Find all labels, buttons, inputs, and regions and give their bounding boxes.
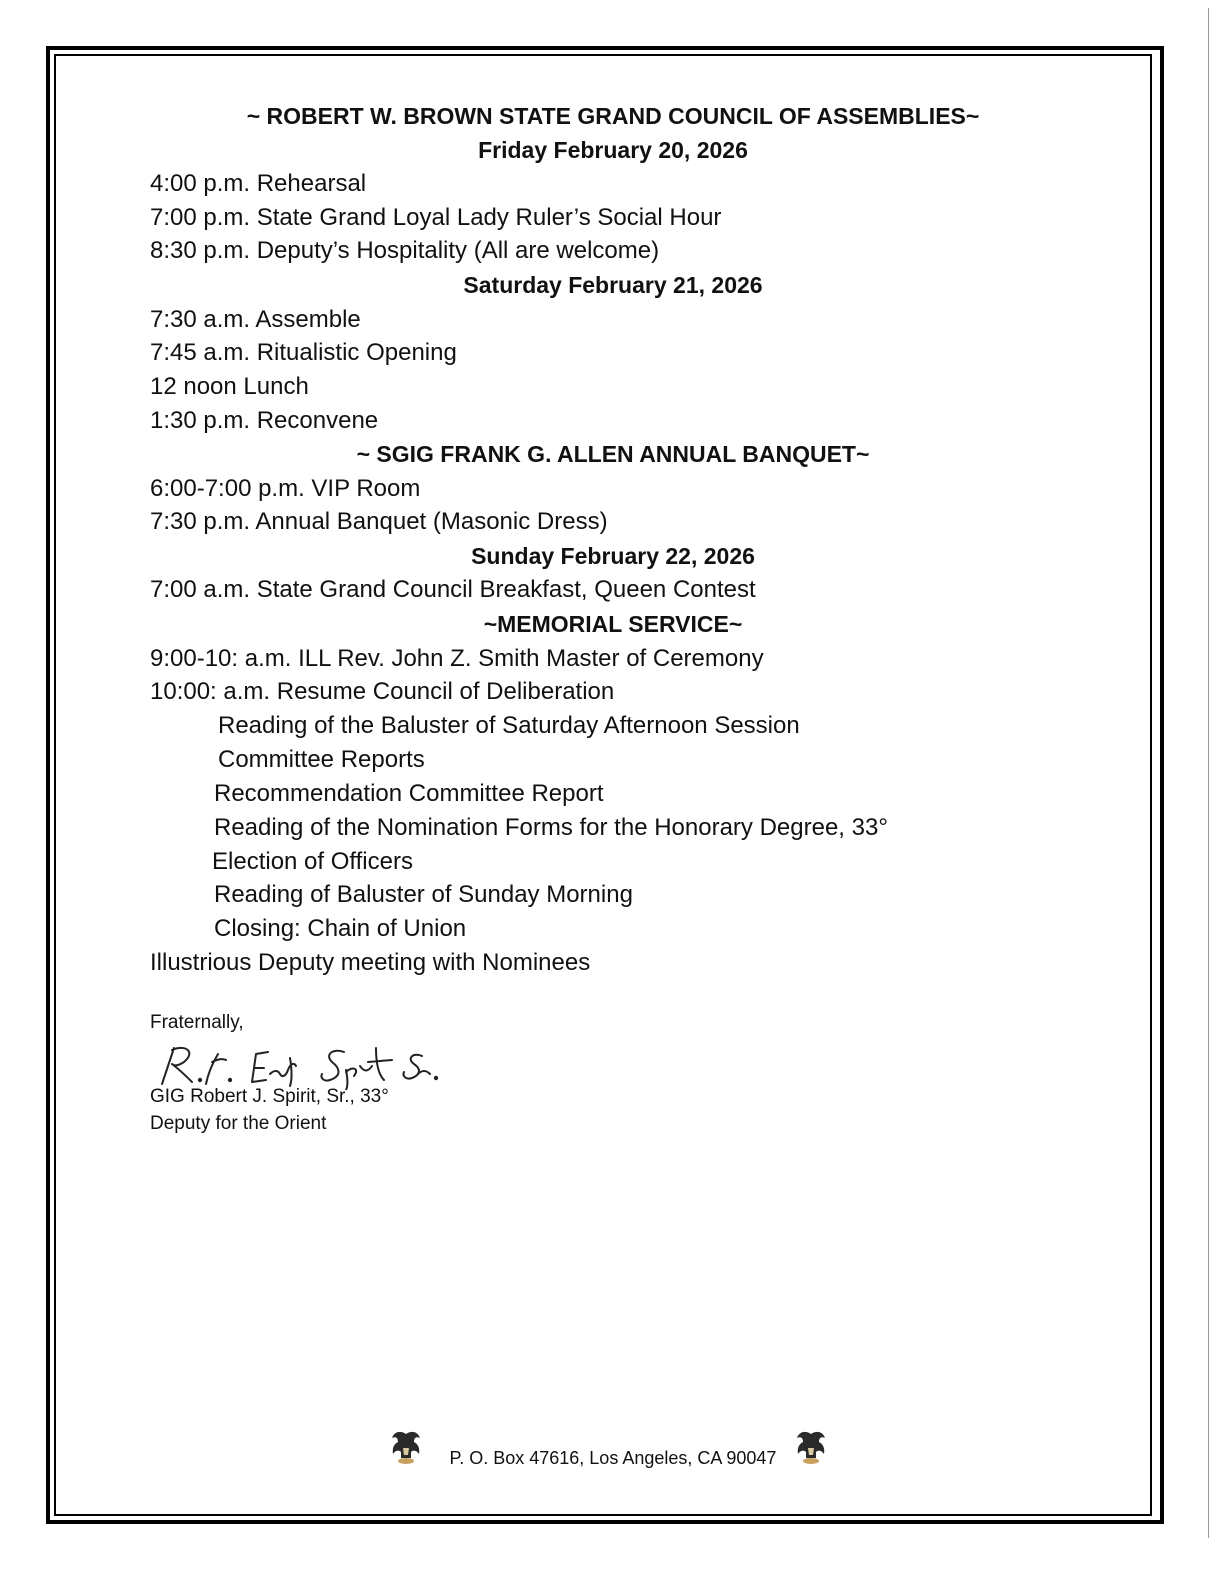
schedule-item: Illustrious Deputy meeting with Nominees [150,949,591,976]
schedule-item: 12 noon Lunch [150,373,309,400]
schedule-item: 10:00: a.m. Resume Council of Deliberation [150,678,615,705]
schedule-item: 1:30 p.m. Reconvene [150,407,379,434]
schedule-item: 4:00 p.m. Rehearsal [150,170,367,197]
schedule-item: 7:00 p.m. State Grand Loyal Lady Ruler’s Social Hour [150,204,722,231]
sunday-heading: Sunday February 22, 2026 [471,543,755,569]
agenda-subitem: Recommendation Committee Report [214,780,604,807]
salutation: Fraternally, [150,1012,244,1033]
banquet-heading: ~ SGIG FRANK G. ALLEN ANNUAL BANQUET~ [356,441,870,467]
agenda-subitem: Reading of the Nomination Forms for the Honorary Degree, 33° [214,814,888,841]
agenda-subitem: Committee Reports [218,746,425,773]
memorial-heading: ~MEMORIAL SERVICE~ [483,611,743,637]
agenda-subitem: Closing: Chain of Union [214,915,467,942]
double-headed-eagle-icon [795,1428,827,1466]
friday-heading: Friday February 20, 2026 [478,137,748,163]
schedule-item: 7:30 p.m. Annual Banquet (Masonic Dress) [150,508,608,535]
agenda-subitem: Reading of the Baluster of Saturday Afternoon Session [218,712,800,739]
schedule-item: 7:45 a.m. Ritualistic Opening [150,339,457,366]
schedule-item: 7:30 a.m. Assemble [150,306,361,333]
footer-address: P. O. Box 47616, Los Angeles, CA 90047 [449,1448,777,1468]
schedule-item: 6:00-7:00 p.m. VIP Room [150,475,421,502]
document-title: ~ ROBERT W. BROWN STATE GRAND COUNCIL OF ASSEMBLIES~ [246,103,980,129]
schedule-item: 7:00 a.m. State Grand Council Breakfast, Queen Contest [150,576,756,603]
saturday-heading: Saturday February 21, 2026 [463,272,763,298]
agenda-subitem: Election of Officers [212,848,413,875]
schedule-item: 9:00-10: a.m. ILL Rev. John Z. Smith Master of Ceremony [150,645,764,672]
signer-name: GIG Robert J. Spirit, Sr., 33° [150,1086,389,1107]
signature-image [156,1040,446,1090]
signer-role: Deputy for the Orient [150,1113,327,1134]
schedule-item: 8:30 p.m. Deputy’s Hospitality (All are welcome) [150,237,660,264]
agenda-subitem: Reading of Baluster of Sunday Morning [214,881,633,908]
